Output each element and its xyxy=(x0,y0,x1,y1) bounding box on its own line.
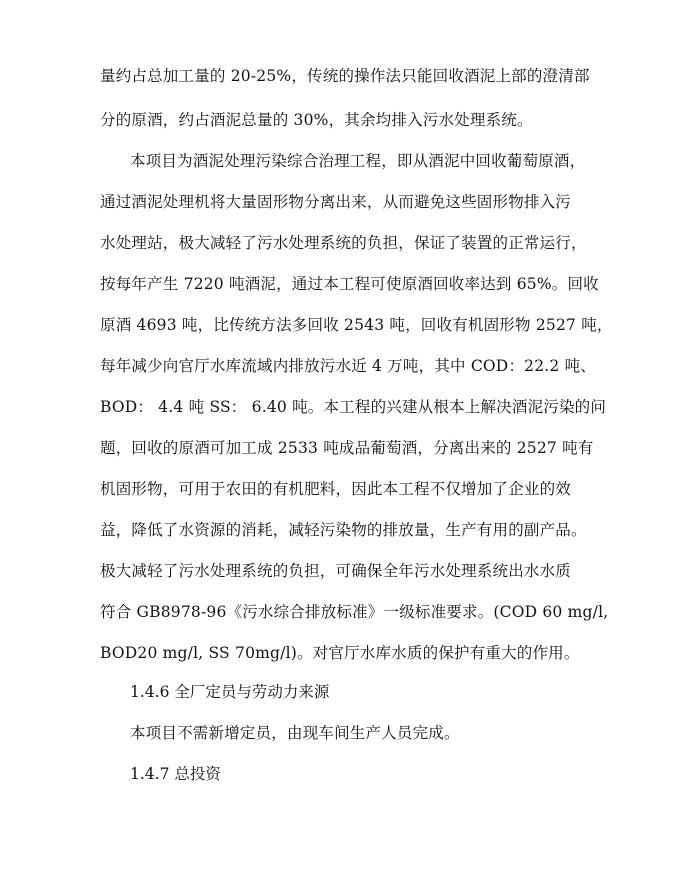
section-heading-1-4-6: 1.4.6 全厂定员与劳动力来源 xyxy=(130,683,330,701)
paragraph-2-line-10: 益，降低了水资源的消耗，减轻污染物的排放量，生产有用的副产品。 xyxy=(100,521,587,539)
paragraph-2-line-1: 本项目为酒泥处理污染综合治理工程，即从酒泥中回收葡萄原酒， xyxy=(130,152,586,170)
paragraph-2-line-9: 机固形物，可用于农田的有机肥料，因此本工程不仅增加了企业的效 xyxy=(100,480,572,498)
paragraph-1-line-1: 量约占总加工量的 20-25%，传统的操作法只能回收酒泥上部的澄清部 xyxy=(100,67,590,85)
paragraph-2-line-12: 符合 GB8978-96《污水综合排放标准》一级标准要求。(COD 60 mg/l, xyxy=(100,603,609,621)
section-1-4-6-body: 本项目不需新增定员，由现车间生产人员完成。 xyxy=(130,724,460,742)
paragraph-2-line-13: BOD20 mg/l, SS 70mg/l)。对官厅水库水质的保护有重大的作用。 xyxy=(100,644,580,662)
paragraph-2-line-4: 按每年产生 7220 吨酒泥，通过本工程可使原酒回收率达到 65%。回收 xyxy=(100,275,599,293)
paragraph-2-line-11: 极大减轻了污水处理系统的负担，可确保全年污水处理系统出水水质 xyxy=(100,562,572,580)
paragraph-2-line-5: 原酒 4693 吨，比传统方法多回收 2543 吨，回收有机固形物 2527 吨， xyxy=(100,316,613,334)
paragraph-2-line-7: BOD： 4.4 吨 SS： 6.40 吨。本工程的兴建从根本上解决酒泥污染的问 xyxy=(100,398,607,416)
paragraph-2-line-6: 每年减少向官厅水库流域内排放污水近 4 万吨，其中 COD：22.2 吨、 xyxy=(100,357,596,375)
paragraph-2-line-3: 水处理站，极大减轻了污水处理系统的负担，保证了装置的正常运行， xyxy=(100,234,587,252)
paragraph-2-line-2: 通过酒泥处理机将大量固形物分离出来，从而避免这些固形物排入污 xyxy=(100,193,572,211)
section-heading-1-4-7: 1.4.7 总投资 xyxy=(130,765,221,783)
paragraph-1-line-2: 分的原酒，约占酒泥总量的 30%，其余均排入污水处理系统。 xyxy=(100,111,533,129)
paragraph-2-line-8: 题，回收的原酒可加工成 2533 吨成品葡萄酒，分离出来的 2527 吨有 xyxy=(100,439,594,457)
